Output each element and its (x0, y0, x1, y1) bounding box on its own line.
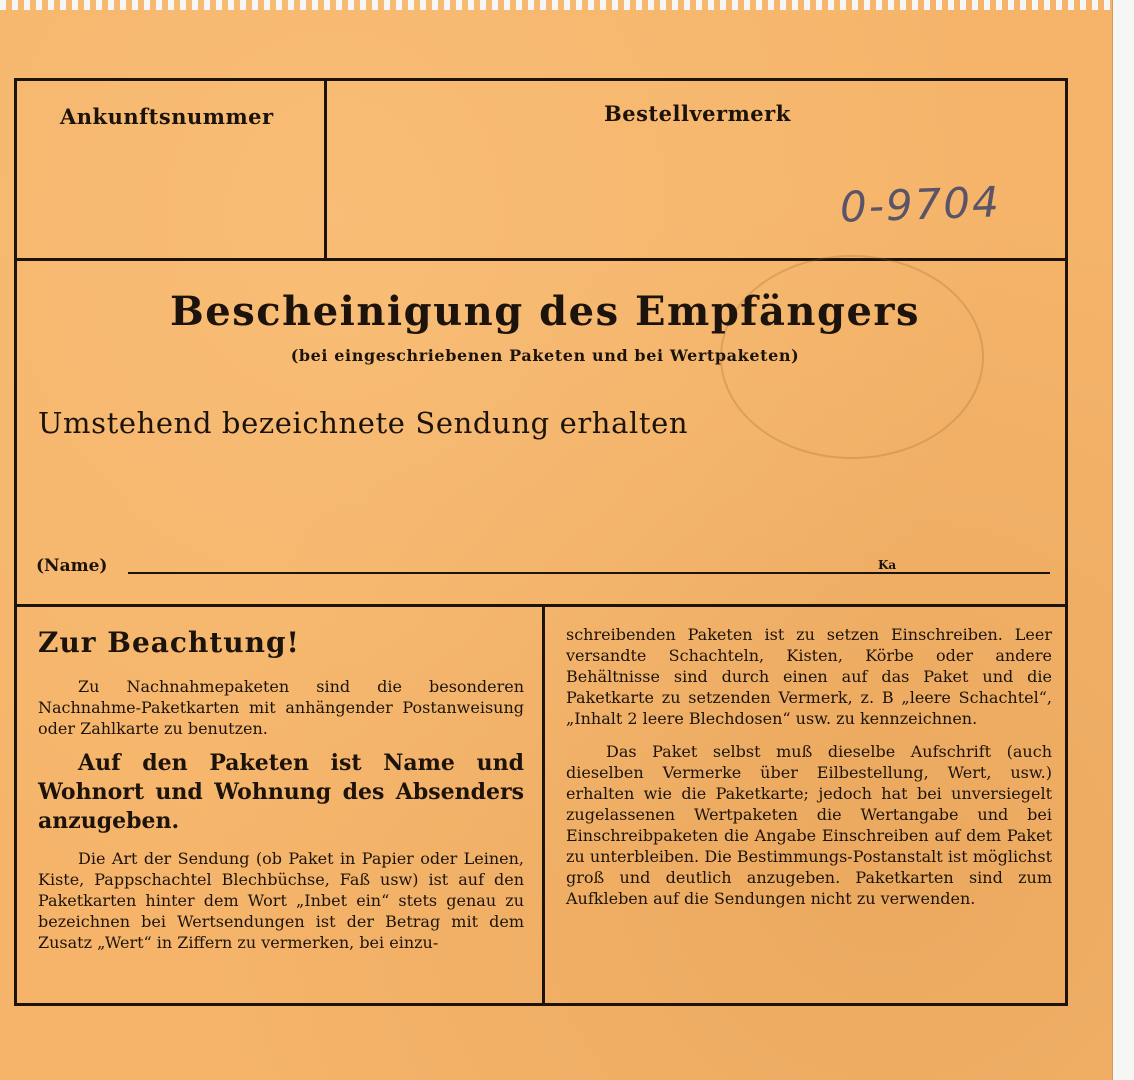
name-line-mark: Ka (878, 558, 897, 572)
certificate-bottom-rule (14, 604, 1068, 607)
notes-left-paragraph-2: Auf den Paketen ist Name und Wohnort und Wohnung des Absenders anzugeben. (38, 750, 524, 834)
name-label: (Name) (36, 556, 108, 576)
notes-left-paragraph-3: Die Art der Sendung (ob Paket in Papier oder Leinen, Kiste, Pappschachtel Blechbüchse, Faß usw) ist auf den Paketkarten hinter dem Wort „Inbet ein“ stets genau zu bezeichnen bei Wertsendungen ist der Betrag mit dem Zusatz „Wert“ in Ziffern zu vermerken, bei einzu- (38, 849, 524, 952)
certificate-subtitle: (bei eingeschriebenen Paketen und bei Wertpaketen) (290, 346, 800, 365)
header-bottom-rule (14, 258, 1068, 261)
handwritten-note: 0-9704 (839, 177, 1002, 232)
notes-divider (542, 606, 545, 1006)
arrival-number-label: Ankunftsnummer (60, 104, 274, 129)
order-note-label: Bestellvermerk (604, 101, 791, 126)
notes-left-paragraph-1: Zu Nachnahmepaketen sind die besonderen Nachnahme-Paketkarten mit anhängender Postanweisung oder Zahlkarte zu benutzen. (38, 677, 524, 738)
notes-heading: Zur Beachtung! (38, 626, 300, 659)
name-signature-line (128, 572, 1050, 574)
notes-right-column (566, 624, 1052, 909)
certificate-title: Bescheinigung des Empfängers (169, 288, 921, 335)
header-divider (324, 80, 327, 260)
notes-right-paragraph-2: Das Paket selbst muß dieselbe Aufschrift (auch dieselben Vermerke über Eilbestellung, Wert, usw.) erhalten wie die Paketkarte; jedoch hat bei unversiegelt zugelassenen Wertpaketen die Wertangabe und bei Einschreibpaketen die Angabe Einschreiben auf dem Paket zu unterbleiben. Die Bestimmungs-Postanstalt ist möglichst groß und deutlich anzugeben. Paketkarten sind zum Aufkleben auf die Sendungen nicht zu verwenden. (566, 742, 1052, 908)
received-statement: Umstehend bezeichnete Sendung erhalten (38, 406, 689, 440)
notes-left-column (38, 676, 524, 953)
notes-right-paragraph-1: schreibenden Paketen ist zu setzen Einschreiben. Leer versandte Schachteln, Kisten, Körbe oder andere Behältnisse sind durch einen auf das Paket und die Paketkarte zu setzenden Vermerk, z. B „leere Schachtel“, „Inhalt 2 leere Blechdosen“ usw. zu kennzeichnen. (566, 625, 1052, 728)
perforated-edge (0, 0, 1112, 10)
